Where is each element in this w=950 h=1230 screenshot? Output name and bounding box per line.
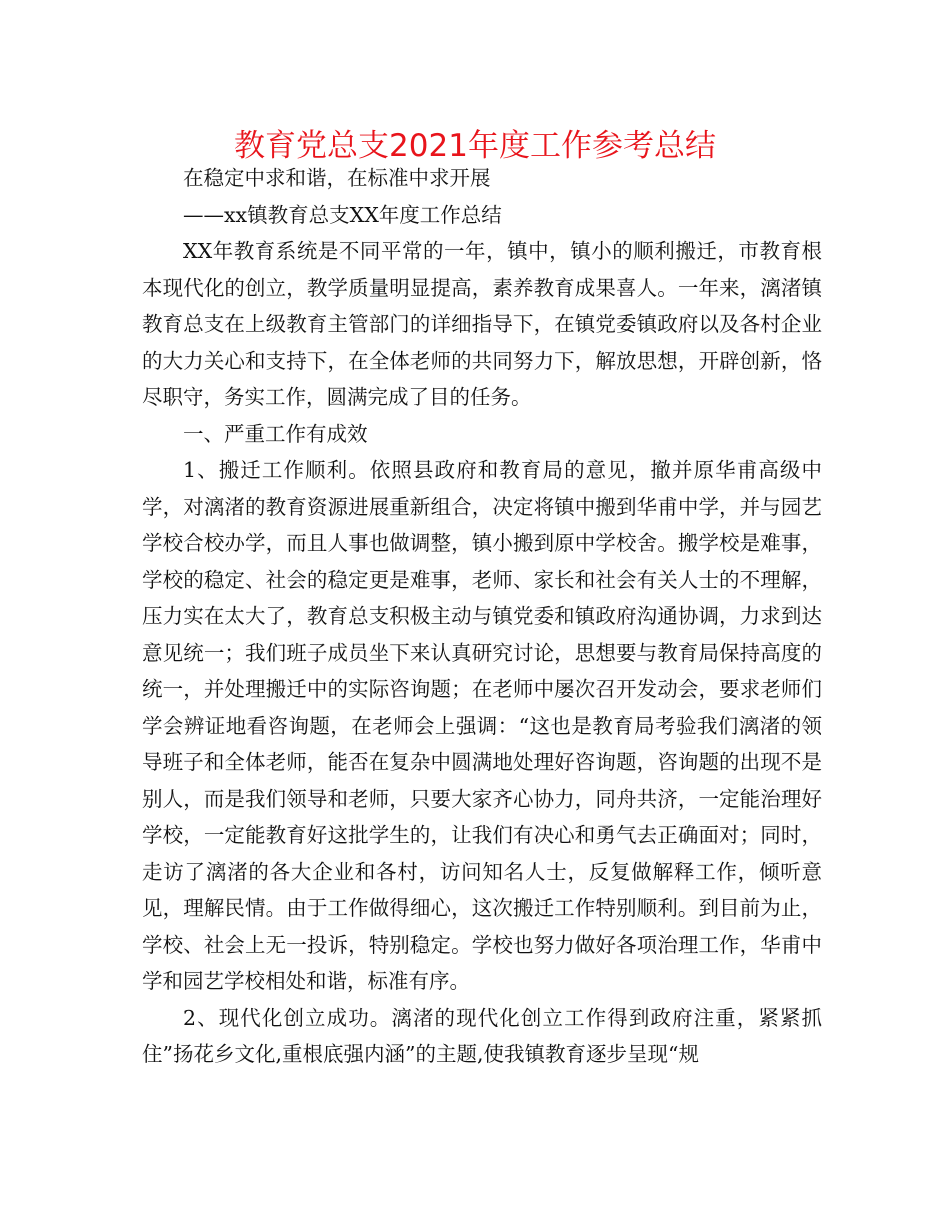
document-title: 教育党总支2021年度工作参考总结 (234, 128, 716, 164)
document-byline: ——xx镇教育总支XX年度工作总结 (183, 202, 502, 227)
paragraph-intro: XX年教育系统是不同平常的一年，镇中，镇小的顺利搬迁，市教育根本现代化的创立，教学质量明显提高，素养教育成果喜人。一年来，漓渚镇教育总支在上级教育主管部门的详细指导下，在镇党委镇政府以及各村企业的大力关心和支持下，在全体老师的共同努力下，解放思想，开辟创新，恪尽职守，务实工作，圆满完成了目的任务。 (142, 239, 822, 409)
document-body (142, 160, 822, 1073)
paragraph-relocation: 1、搬迁工作顺利。依照县政府和教育局的意见，撤并原华甫高级中学，对漓渚的教育资源进展重新组合，决定将镇中搬到华甫中学，并与园艺学校合校办学，而且人事也做调整，镇小搬到原中学校舍。搬学校是难事，学校的稳定、社会的稳定更是难事，老师、家长和社会有关人士的不理解，压力实在太大了，教育总支积极主动与镇党委和镇政府沟通协调，力求到达意见统一；我们班子成员坐下来认真研究讨论，思想要与教育局保持高度的统一，并处理搬迁中的实际咨询题；在老师中屡次召开发动会，要求老师们学会辨证地看咨询题，在老师会上强调：“这也是教育局考验我们漓渚的领导班子和全体老师，能否在复杂中圆满地处理好咨询题，咨询题的出现不是别人，而是我们领导和老师，只要大家齐心协力，同舟共济，一定能治理好学校，一定能教育好这批学生的，让我们有决心和勇气去正确面对；同时，走访了漓渚的各大企业和各村，访问知名人士，反复做解释工作，倾听意见，理解民情。由于工作做得细心，这次搬迁工作特别顺利。到目前为止，学校、社会上无一投诉，特别稳定。学校也努力做好各项治理工作，华甫中学和园艺学校相处和谐，标准有序。 (142, 458, 822, 993)
paragraph-modernization: 2、现代化创立成功。漓渚的现代化创立工作得到政府注重，紧紧抓住”扬花乡文化,重根底强内涵”的主题,使我镇教育逐步呈现“规 (142, 1005, 822, 1066)
section-heading-1: 一、严重工作有成效 (183, 421, 368, 446)
document-subtitle: 在稳定中求和谐，在标准中求开展 (183, 166, 491, 190)
